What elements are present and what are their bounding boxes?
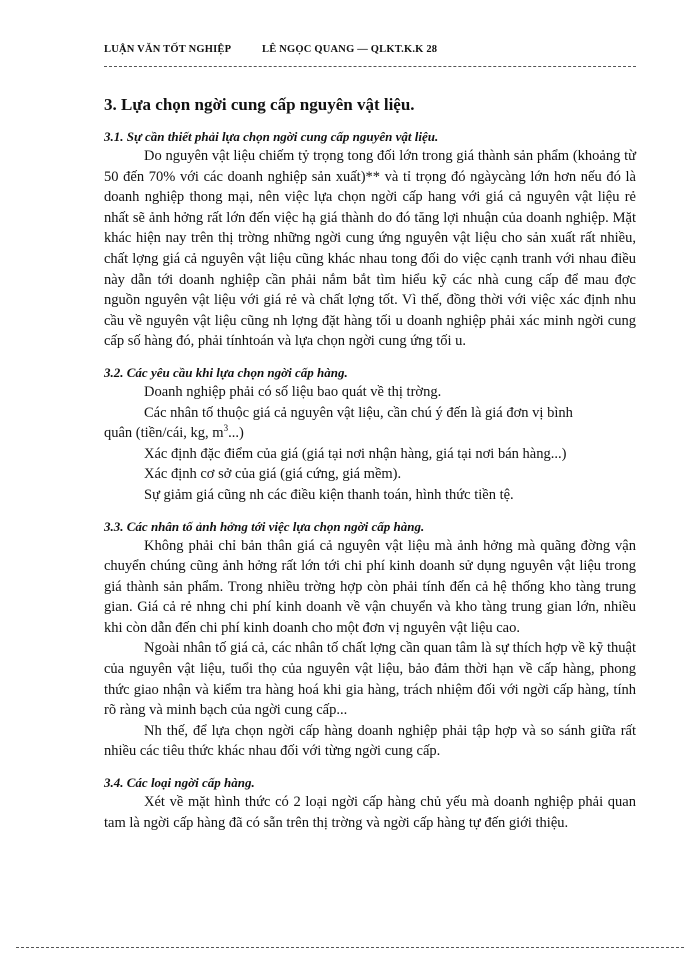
requirement-line-6: Sự giảm giá cũng nh các điều kiện thanh toán, hình thức tiền tệ.: [144, 486, 514, 503]
subsection-heading-3-1: 3.1. Sự cần thiết phải lựa chọn ngời cung cấp nguyên vật liệu.: [104, 129, 439, 144]
subsection-paragraph-3-3-c: Nh thế, để lựa chọn ngời cấp hàng doanh nghiệp phải tập hợp và so sánh giữa rất nhiều các tiêu thức khác nhau đối với từng ngời cung cấp.: [104, 722, 636, 760]
requirement-line-2: Các nhân tố thuộc giá cả nguyên vật liệu, cần chú ý đến là giá đơn vị bình: [144, 404, 573, 421]
subsection-paragraph-3-3-a: Không phải chỉ bản thân giá cả nguyên vật liệu mà ảnh hởng mà quãng đờng vận chuyển chúng cũng ảnh hởng rất lớn tới chi phí kinh doanh sử dụng nguyên vật liệu trong giá thành sản phẩm. Trong nhiều trờng hợp còn phải tính đến cả hệ thống kho tàng trung gian. Giá cả rẻ nhng chi phí kinh doanh về vận chuyển và kho tàng trung gian lớn, nhiều khi còn dẫn đến chi phí kinh doanh cho một đơn vị nguyên vật liệu cao.: [104, 537, 636, 636]
footer-divider: [16, 947, 684, 948]
header-thesis-label: LUẬN VĂN TỐT NGHIỆP: [104, 44, 232, 55]
header-author-label: LÊ NGỌC QUANG — QLKT.K.K 28: [262, 44, 438, 55]
section-title: 3. Lựa chọn ngời cung cấp nguyên vật liệu.: [104, 95, 415, 114]
requirement-line-5: Xác định cơ sở của giá (giá cứng, giá mềm).: [144, 466, 402, 483]
subsection-paragraph-3-1: Do nguyên vật liệu chiếm tỷ trọng tong đối lớn trong giá thành sản phẩm (khoảng từ 50 đến 70% với các doanh nghiệp sản xuất)** và tỉ trọng đó ngàycàng lớn hơn nếu đó là doanh nghiệp thong mại, nên việc lựa chọn ngời cấp hang với giá cả nguyên vật liệu rẻ nhất sẽ ảnh hởng rất lớn đến việc hạ giá thành do đó tăng lợi nhuận của doanh nghiệp. Mặt khác hiện nay trên thị trờng những ngời cung ứng nguyên vật liệu cho sản xuất rất nhiều, chất lợng giá cả nguyên vật liệu cũng khác nhau tong đối do việc cạnh tranh với nhau điều này dẫn tới doanh nghiệp cần phải nắm bắt tìm hiểu kỹ các nhà cung cấp để mau đợc nguồn nguyên vật liệu với giá rẻ và chất lợng tốt. Vì thế, đồng thời với việc xác định nhu cầu về nguyên vật liệu cũng nh lợng đặt hàng tối u doanh nghiệp phải xác minh ngời cung cấp số hàng đó, phải tínhtoán và lựa chọn ngời cung ứng tối u.: [104, 148, 636, 350]
subsection-heading-3-4: 3.4. Các loại ngời cấp hàng.: [104, 775, 255, 791]
header-divider: [104, 66, 636, 67]
page-header: [104, 44, 624, 62]
requirement-line-3: quân (tiền/cái, kg, $m^3$...): [104, 423, 244, 442]
requirement-line-1: Doanh nghiệp phải có số liệu bao quát về thị trờng.: [144, 383, 442, 400]
page-body: [104, 95, 636, 833]
subsection-heading-3-3: 3.3. Các nhân tố ảnh hởng tới việc lựa chọn ngời cấp hàng.: [104, 518, 425, 534]
subsection-paragraph-3-3-b: Ngoài nhân tố giá cả, các nhân tố chất lợng cần quan tâm là sự thích hợp về kỹ thuật của nguyên vật liệu, tuổi thọ của nguyên vật liệu, bảo đảm thời hạn về cấp hàng, phong thức giao nhận và kiểm tra hàng hoá khi gia hàng, trách nhiệm đối với ngời cấp hàng, tính rõ ràng và minh bạch của ngời cung cấp...: [104, 640, 636, 719]
subsection-heading-3-2: 3.2. Các yêu cầu khi lựa chọn ngời cấp hàng.: [104, 364, 348, 380]
requirement-line-4: Xác định đặc điểm của giá (giá tại nơi nhận hàng, giá tại nơi bán hàng...): [144, 445, 567, 462]
subsection-paragraph-3-4: Xét về mặt hình thức có 2 loại ngời cấp hàng chủ yếu mà doanh nghiệp phải quan tam là ngời cấp hàng đã có sẵn trên thị trờng và ngời cấp hàng tự đến giới thiệu.: [104, 794, 636, 831]
